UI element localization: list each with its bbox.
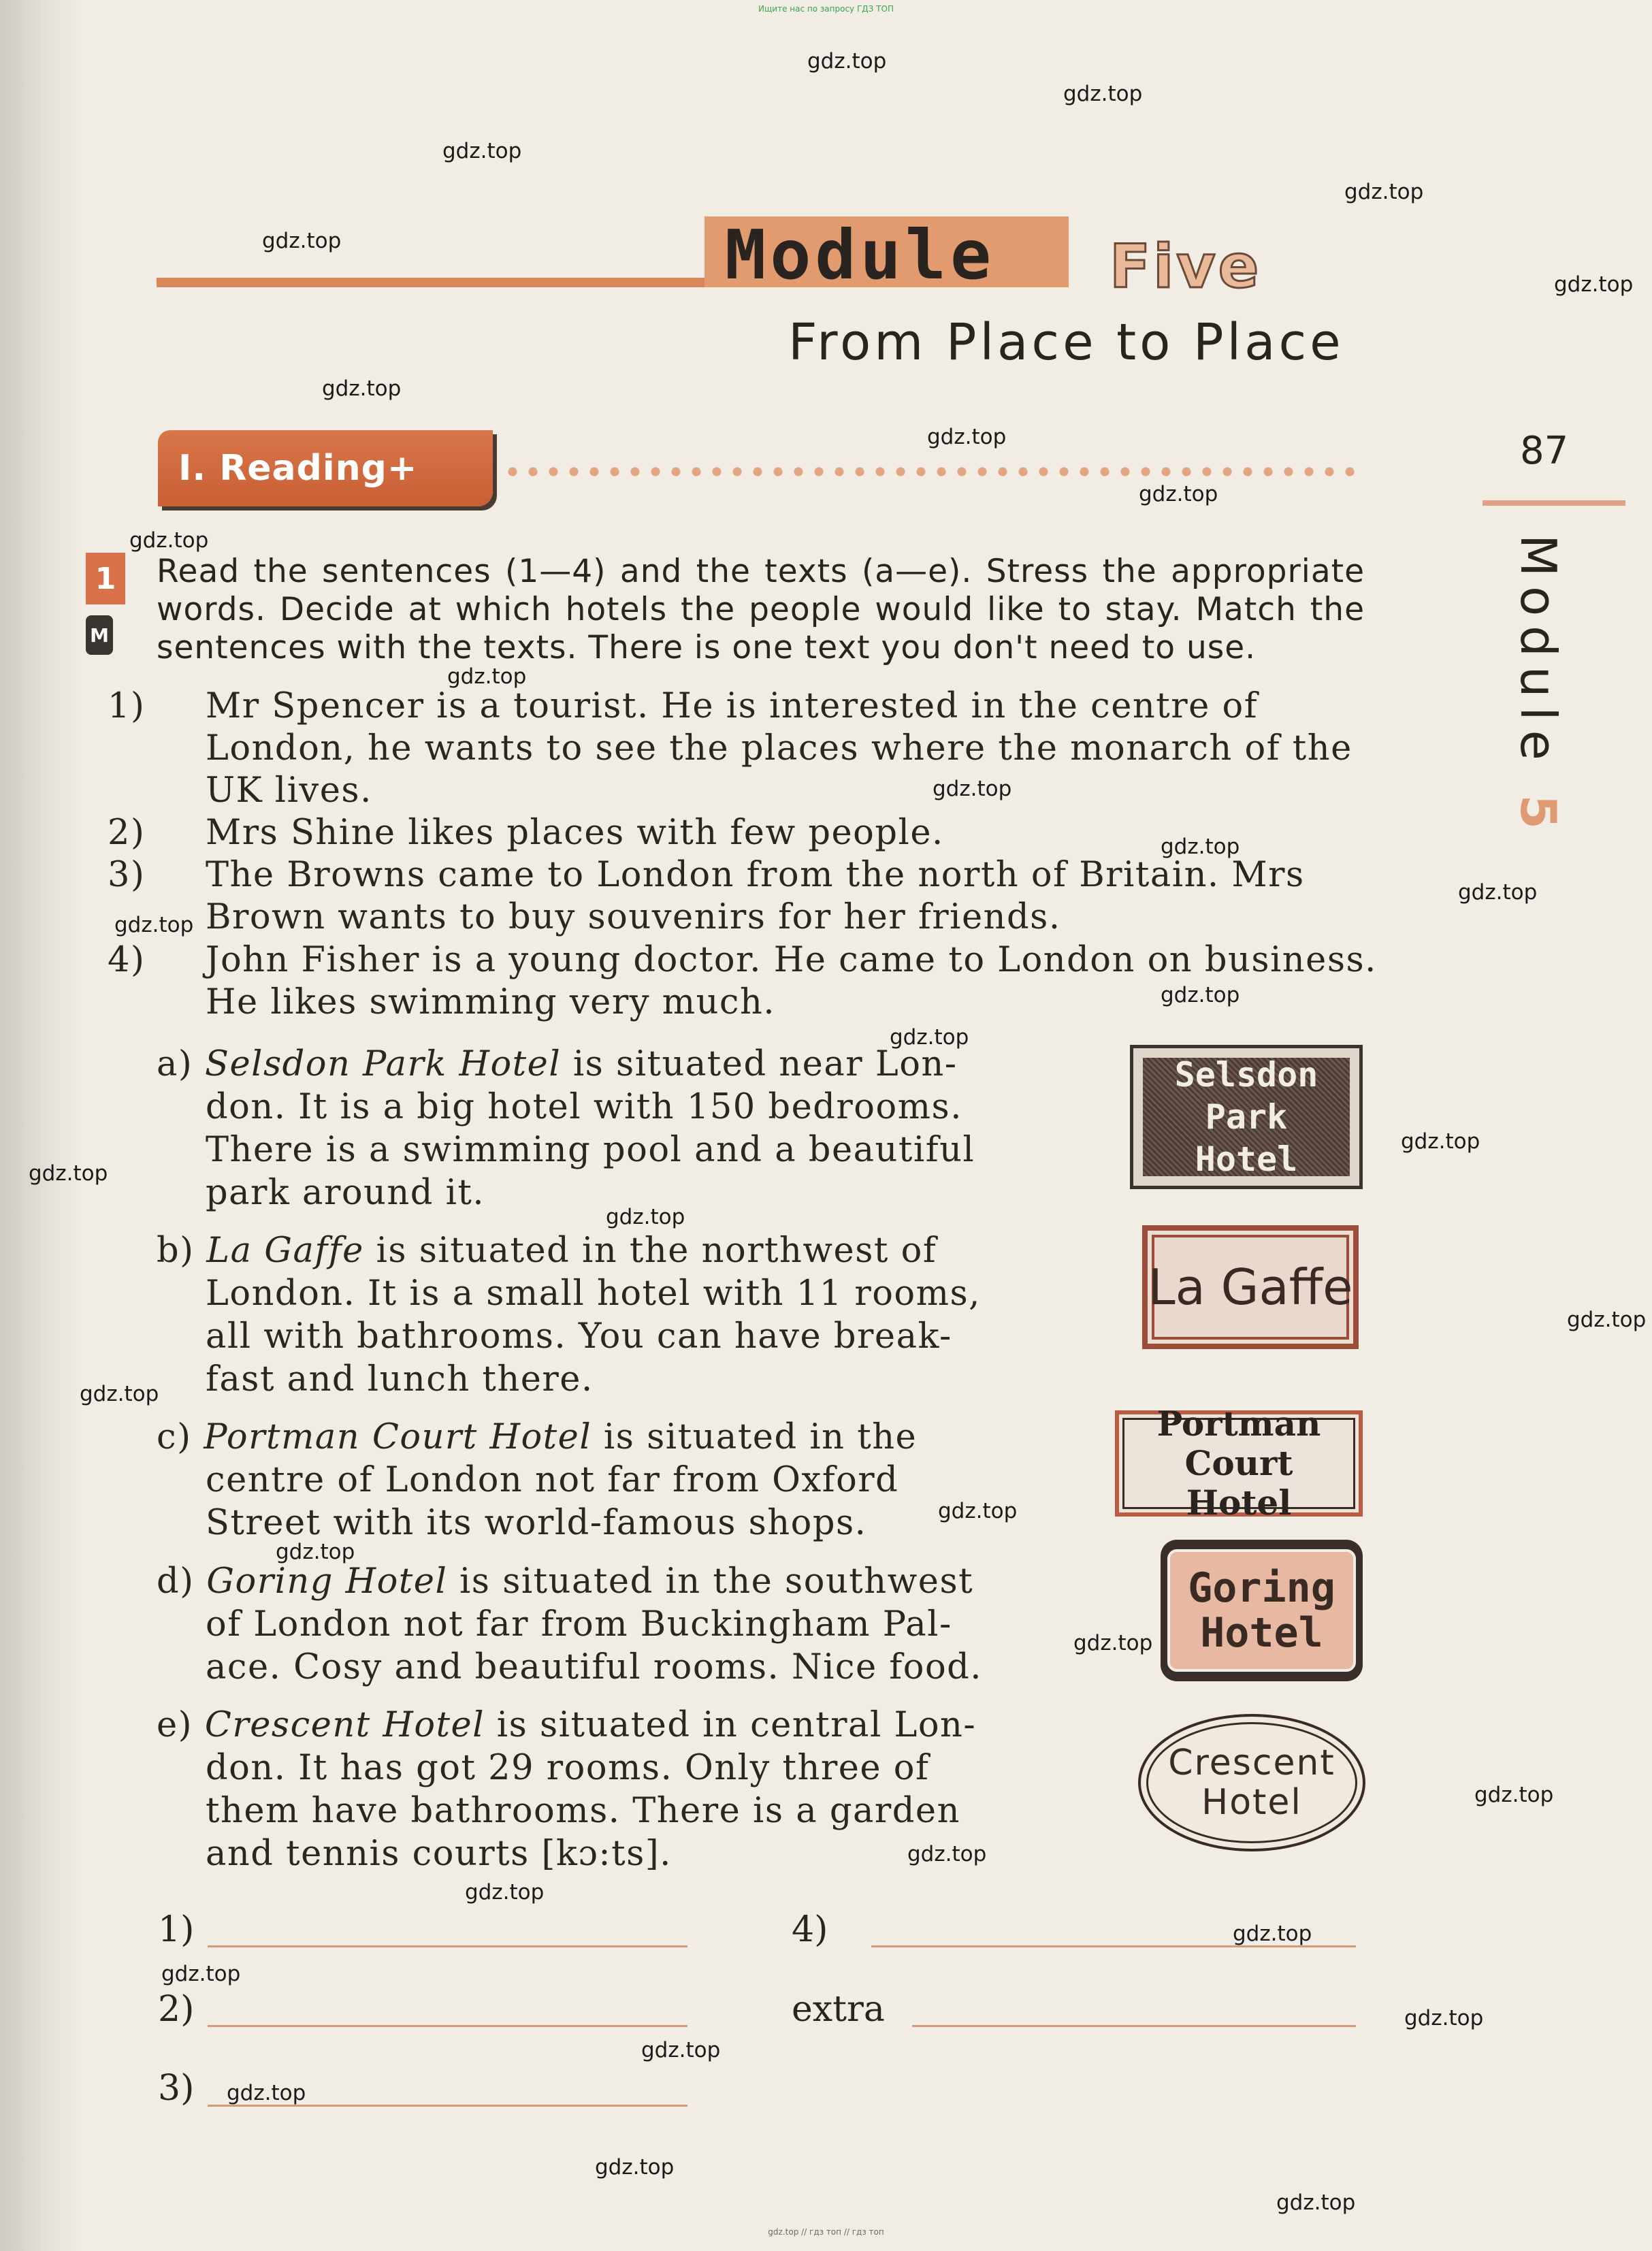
watermark: gdz.top — [807, 49, 887, 74]
crescent-hotel-sign: Crescent Hotel — [1138, 1714, 1365, 1851]
text-a: a) Selsdon Park Hotel is situated near Lon- don. It is a big hotel with 150 bedrooms. There is a swimming pool and a beautiful park around it. — [157, 1044, 975, 1213]
watermark: gdz.top — [161, 1962, 241, 1986]
answer-line-2[interactable] — [208, 2025, 687, 2027]
watermark: gdz.top — [227, 2081, 306, 2105]
watermark: gdz.top — [595, 2155, 675, 2180]
watermark: gdz.top — [1233, 1922, 1312, 1946]
side-module-label: Module 5 — [1510, 534, 1567, 839]
watermark: gdz.top — [1344, 180, 1424, 204]
watermark: gdz.top — [262, 229, 342, 253]
module-title: Module — [725, 215, 996, 295]
audio-m-icon: M — [86, 615, 113, 655]
hotel-name-c: Portman Court Hotel — [204, 1417, 592, 1457]
watermark: gdz.top — [465, 1880, 545, 1905]
watermark: gdz.top — [1161, 835, 1240, 859]
watermark: gdz.top — [1554, 272, 1634, 297]
text-e: e) Crescent Hotel is situated in central Lon- don. It has got 29 rooms. Only three of them have bathrooms. There is a garden and tennis courts [kɔ:ts]. — [157, 1705, 977, 1874]
watermark: gdz.top — [29, 1161, 108, 1186]
answer-label-1: 1) — [158, 1909, 195, 1950]
watermark: gdz.top — [80, 1382, 159, 1406]
side-rule — [1483, 500, 1625, 506]
watermark: gdz.top — [322, 376, 402, 401]
watermark: gdz.top — [1073, 1631, 1153, 1655]
section-tab — [158, 430, 493, 506]
watermark: gdz.top — [1474, 1783, 1554, 1807]
answer-label-extra: extra — [792, 1989, 885, 2030]
dotted-divider — [502, 466, 1363, 478]
watermark: gdz.top — [1567, 1308, 1647, 1332]
watermark: gdz.top — [114, 913, 194, 937]
text-d: d) Goring Hotel is situated in the southwest of London not far from Buckingham Pal- ace. Cosy and beautiful rooms. Nice food. — [157, 1561, 983, 1687]
watermark: gdz.top — [641, 2038, 721, 2062]
bottom-note: gdz.top // гдз топ // гдз топ — [768, 2227, 884, 2237]
watermark: gdz.top — [1139, 482, 1218, 506]
answer-label-4: 4) — [792, 1909, 828, 1950]
watermark: gdz.top — [1276, 2190, 1356, 2215]
watermark: gdz.top — [1161, 983, 1240, 1007]
module-number: Five — [1110, 231, 1262, 302]
section-title: I. Reading+ — [178, 448, 418, 489]
watermark: gdz.top — [1404, 2006, 1484, 2030]
watermark: gdz.top — [1401, 1129, 1480, 1154]
portman-court-sign: Portman Court Hotel — [1115, 1410, 1363, 1517]
hotel-name-e: Crescent Hotel — [204, 1705, 485, 1745]
watermark: gdz.top — [447, 664, 527, 689]
hotel-name-d: Goring Hotel — [206, 1561, 448, 1602]
task-instruction: Read the sentences (1—4) and the texts (a—e). Stress the appropriate words. Decide at which hotels the people would like to stay. Match the sentences with the texts. There is one text you don't need to use. — [157, 553, 1365, 666]
module-subtitle: From Place to Place — [788, 313, 1344, 372]
watermark: gdz.top — [938, 1499, 1018, 1523]
answer-line-1[interactable] — [208, 1945, 687, 1947]
hotel-name-a: Selsdon Park Hotel — [205, 1044, 562, 1084]
side-module-digit: 5 — [1510, 794, 1567, 839]
text-c: c) Portman Court Hotel is situated in the centre of London not far from Oxford Street with its world-famous shops. — [157, 1417, 918, 1543]
task-number-badge: 1 — [86, 553, 125, 604]
watermark: gdz.top — [606, 1205, 685, 1229]
sentence-3: 3) The Browns came to London from the north of Britain. Mrs Brown wants to buy souvenirs for her friends. — [108, 855, 1305, 937]
la-gaffe-sign: La Gaffe — [1142, 1225, 1359, 1349]
page-gutter-shadow — [0, 0, 82, 2251]
hotel-name-b: La Gaffe — [206, 1231, 364, 1271]
answer-line-extra[interactable] — [912, 2025, 1356, 2027]
page-number: 87 — [1520, 429, 1569, 473]
sentence-1: 1) Mr Spencer is a tourist. He is interested in the centre of London, he wants to see the places where the monarch of the UK lives. — [108, 686, 1353, 811]
answer-label-3: 3) — [158, 2068, 195, 2109]
watermark: gdz.top — [1458, 880, 1538, 905]
watermark: gdz.top — [129, 528, 209, 553]
top-note: Ищите нас по запросу ГДЗ ТОП — [758, 4, 894, 14]
answer-label-2: 2) — [158, 1989, 195, 2030]
sentence-4: 4) John Fisher is a young doctor. He came to London on business. He likes swimming very much. — [108, 940, 1377, 1022]
text-b: b) La Gaffe is situated in the northwest of London. It is a small hotel with 11 rooms, all with bathrooms. You can have break- fast and lunch there. — [157, 1231, 981, 1399]
watermark: gdz.top — [276, 1540, 355, 1564]
sentence-2: 2) Mrs Shine likes places with few people. — [108, 813, 944, 853]
watermark: gdz.top — [890, 1025, 969, 1050]
watermark: gdz.top — [907, 1842, 987, 1866]
goring-hotel-sign: Goring Hotel — [1161, 1540, 1363, 1681]
watermark: gdz.top — [442, 139, 522, 163]
watermark: gdz.top — [927, 425, 1007, 449]
watermark: gdz.top — [933, 777, 1012, 801]
watermark: gdz.top — [1063, 82, 1143, 106]
selsdon-park-sign: Selsdon Park Hotel — [1130, 1045, 1363, 1189]
